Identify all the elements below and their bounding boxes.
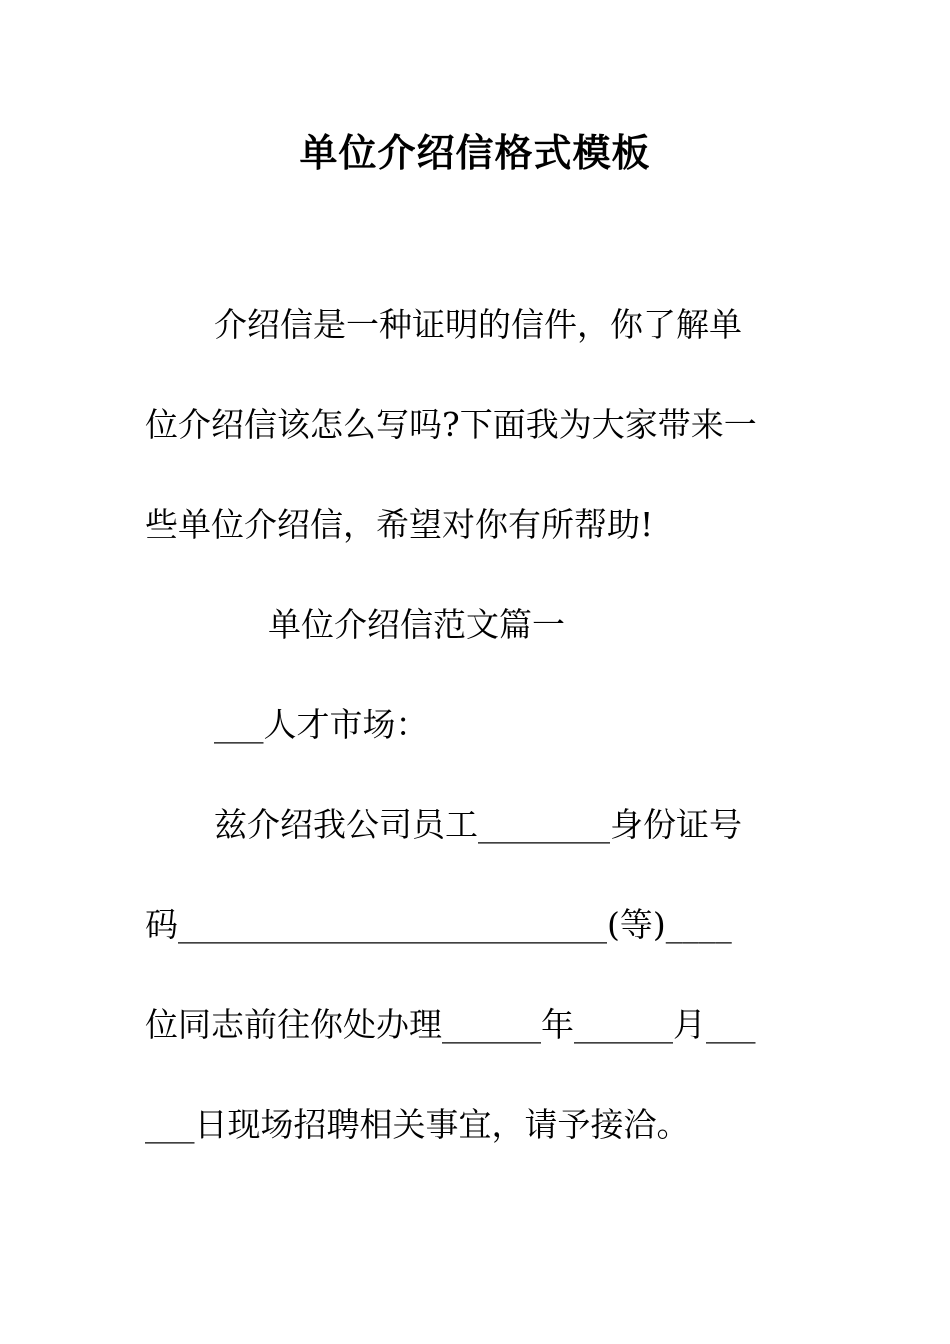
body-line-3: 位同志前往你处办理______年______月___	[145, 1005, 756, 1044]
intro-line-2: 位介绍信该怎么写吗?下面我为大家带来一	[145, 405, 757, 444]
body-line-1: 兹介绍我公司员工________身份证号	[214, 805, 742, 844]
body-line-4: ___日现场招聘相关事宜，请予接洽。	[145, 1105, 690, 1144]
body-line-2: 码__________________________(等)____	[145, 905, 732, 944]
intro-line-1: 介绍信是一种证明的信件，你了解单	[214, 305, 742, 344]
document-title: 单位介绍信格式模板	[299, 130, 651, 175]
intro-line-3: 些单位介绍信，希望对你有所帮助!	[145, 505, 654, 544]
salutation-line: ___人才市场：	[214, 705, 429, 744]
section-heading: 单位介绍信范文篇一	[268, 605, 565, 644]
